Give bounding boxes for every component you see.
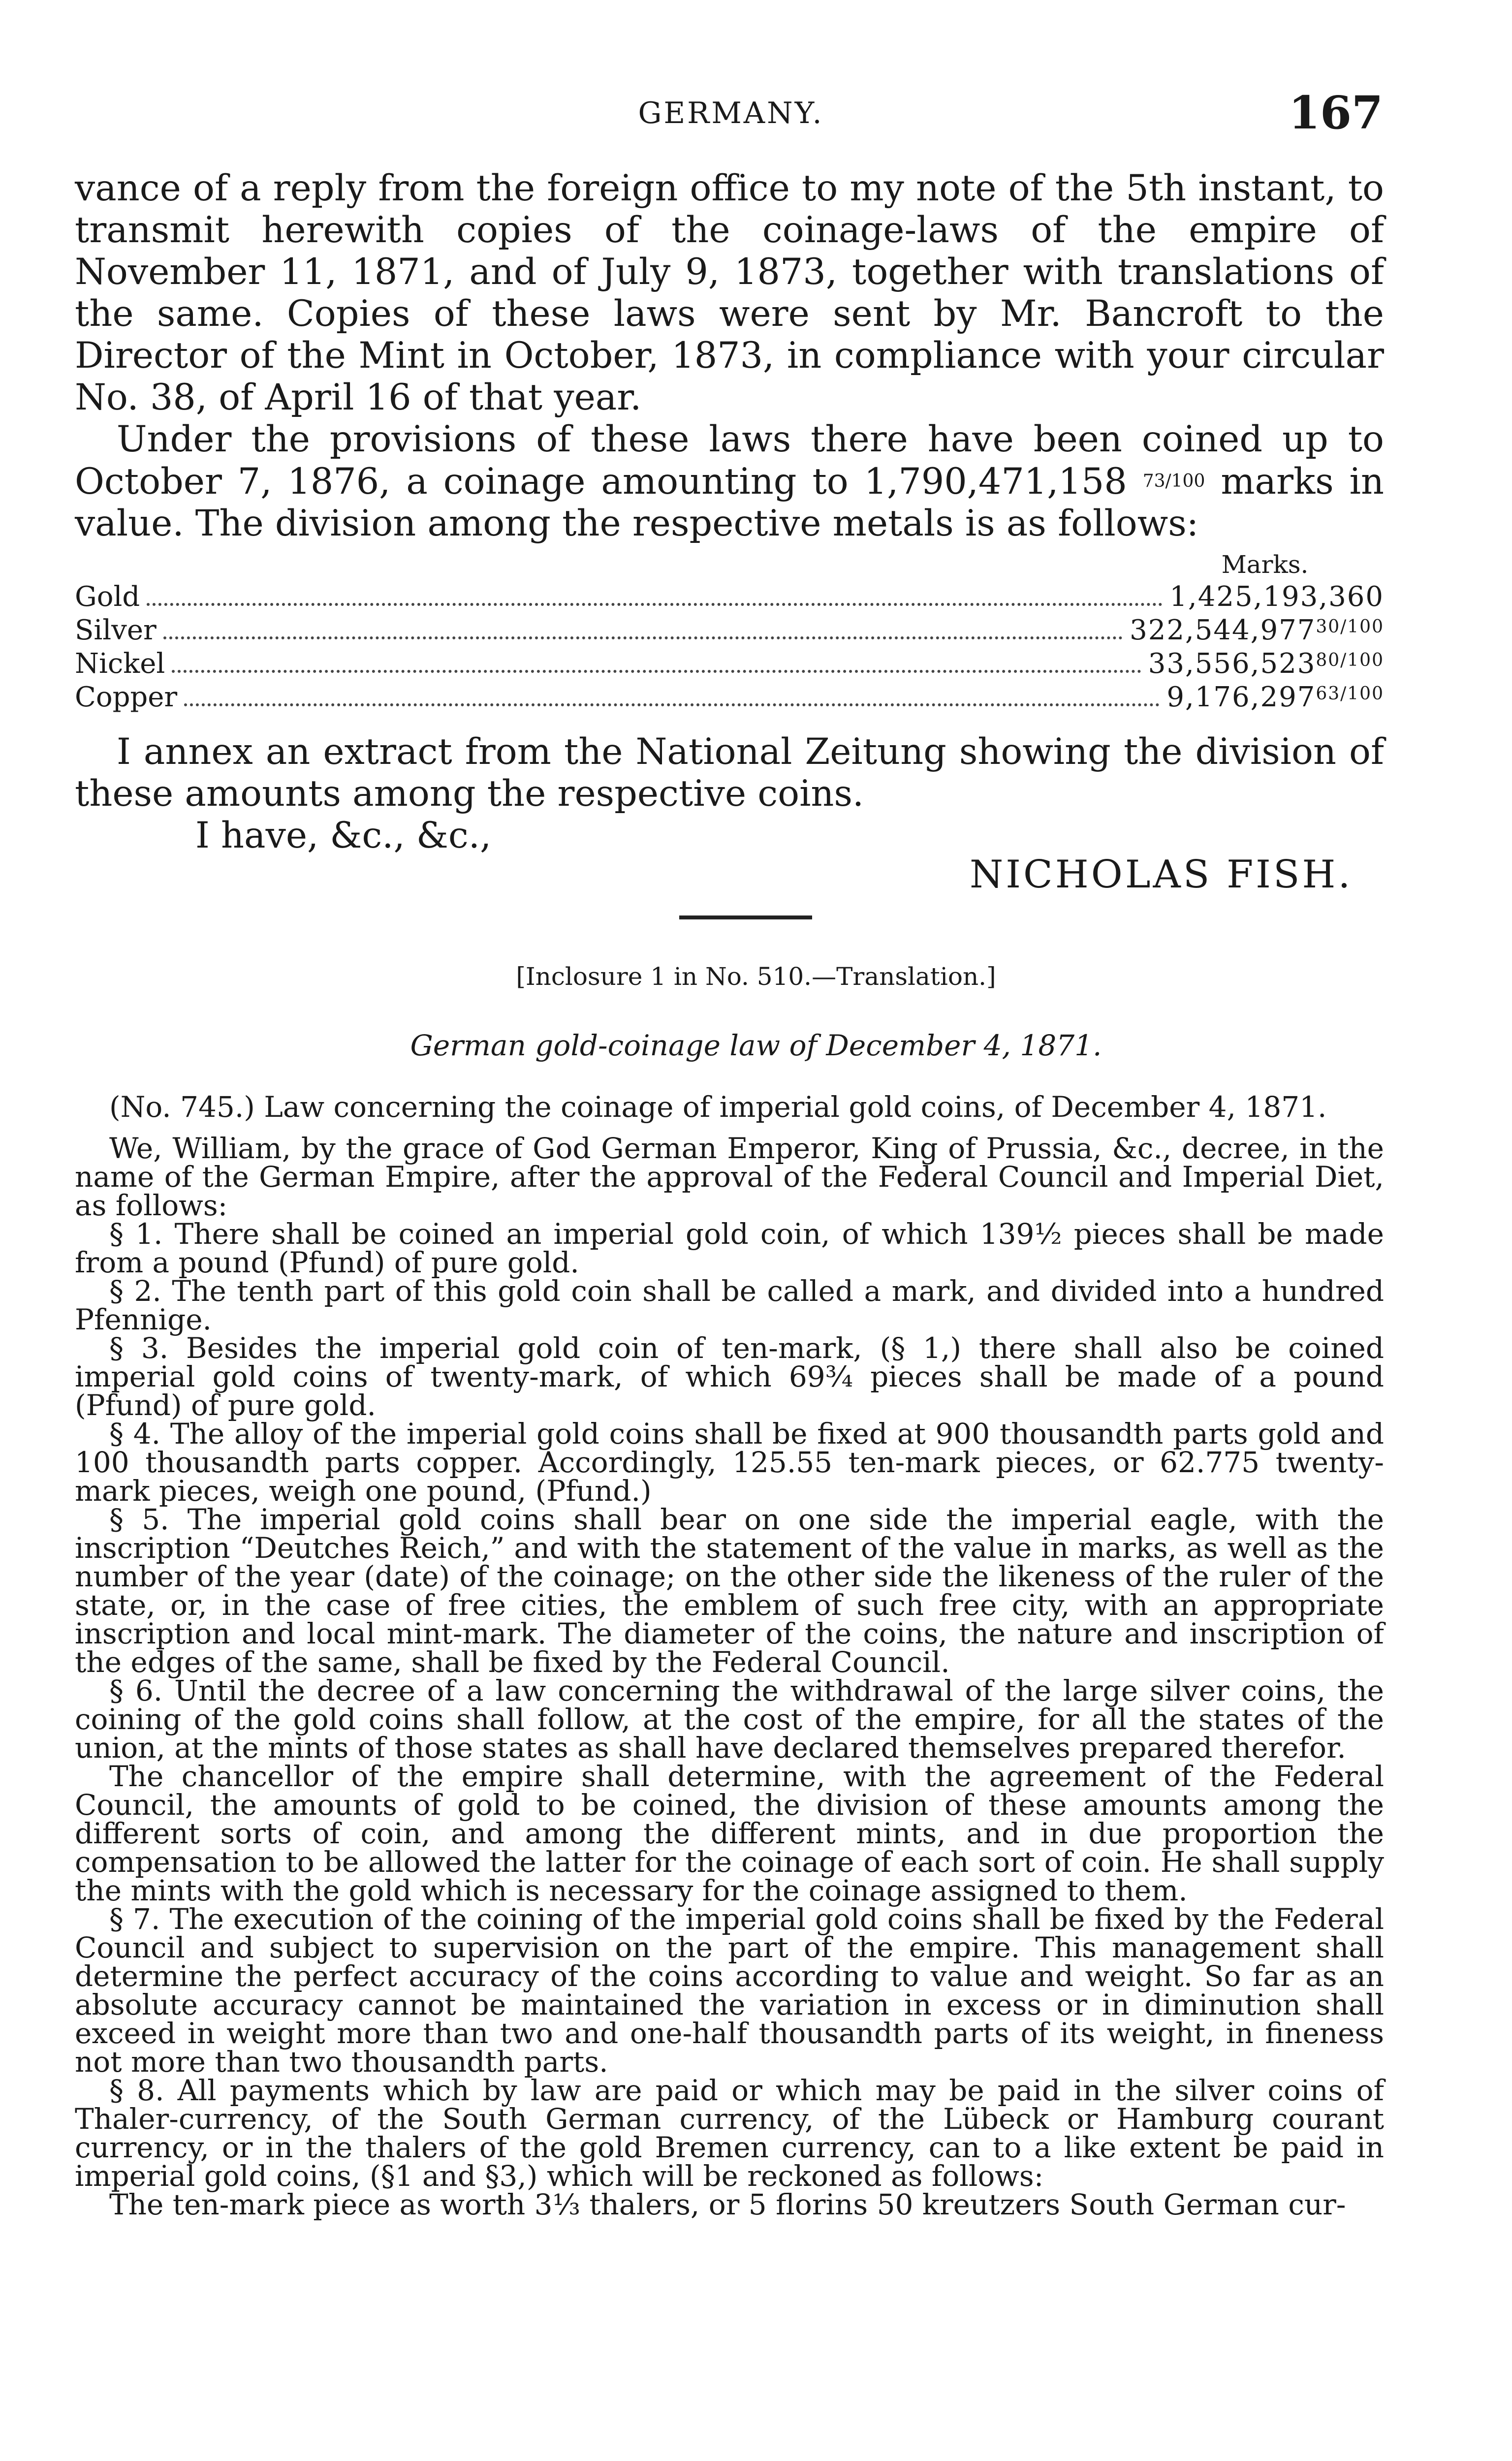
dot-leader	[172, 670, 1141, 673]
metal-value	[1166, 681, 1384, 713]
metal-row	[75, 648, 1384, 681]
metal-fraction: 30/100	[1316, 617, 1384, 637]
coinage-text-end: marks in value. The division among the respective metals is as follows:	[75, 461, 1384, 544]
metal-name: Nickel	[75, 648, 165, 680]
dot-leader	[184, 703, 1160, 706]
metal-name: Gold	[75, 581, 140, 613]
metals-table	[75, 581, 1384, 715]
metal-value	[1130, 614, 1384, 646]
marks-column-header: Marks.	[1221, 550, 1309, 579]
inclosure-note: [Inclosure 1 in No. 510.—Translation.]	[516, 962, 996, 991]
running-title: GERMANY.	[638, 96, 824, 130]
annex-block	[75, 731, 1384, 856]
annex-paragraph: I annex an extract from the National Zeitung showing the division of these amounts among the respective coins.	[75, 731, 1384, 815]
law-paragraph: § 1. There shall be coined an imperial gold coin, of which 139½ pieces shall be made from a pound (Pfund) of pure gold.	[75, 1217, 1384, 1279]
metal-row	[75, 614, 1384, 648]
law-title: German gold-coinage law of December 4, 1871.	[410, 1029, 1102, 1062]
law-paragraph: The chancellor of the empire shall determine, with the agreement of the Federal Council, the amounts of gold to be coined, the division of these amounts among the different sorts of coin, and among the different mints, and in due proportion the compensation to be allowed the latter for the coinage of each sort of coin. He shall supply the mints with the gold which is necessary for the coinage assigned to them.	[75, 1760, 1384, 1907]
letter-body	[75, 167, 1384, 544]
metal-amount: 1,425,193,360	[1169, 581, 1384, 613]
running-header	[79, 86, 1383, 145]
metal-row	[75, 681, 1384, 715]
law-paragraph: § 3. Besides the imperial gold coin of ten-mark, (§ 1,) there shall also be coined imperial gold coins of twenty-mark, of which 69¾ pieces shall be made of a pound (Pfund) of pure gold.	[75, 1331, 1384, 1422]
page-number: 167	[1288, 86, 1383, 139]
metal-value	[1169, 581, 1384, 613]
dot-leader	[163, 636, 1123, 639]
metal-amount: 322,544,977	[1130, 614, 1316, 646]
section-divider	[679, 915, 812, 919]
law-paragraph: § 8. All payments which by law are paid or which may be paid in the silver coins of Thaler-currency, of the South German currency, of the Lübeck or Hamburg courant currency, or in the thalers of the gold Bremen currency, can to a like extent be paid in imperial gold coins, (§1 and §3,) which will be reckoned as follows:	[75, 2074, 1384, 2193]
law-number-line: (No. 745.) Law concerning the coinage of imperial gold coins, of December 4, 1871.	[109, 1090, 1327, 1124]
signature: NICHOLAS FISH.	[970, 852, 1353, 897]
law-paragraph: § 7. The execution of the coining of the imperial gold coins shall be fixed by the Federal Council and subject to supervision on the part of the empire. This management shall determine the perfect accuracy of the coins according to value and weight. So far as an absolute accuracy cannot be maintained the variation in excess or in diminution shall exceed in weight more than two and one-half thousandth parts of its weight, in fineness not more than two thousandth parts.	[75, 1902, 1384, 2079]
metal-fraction: 63/100	[1316, 684, 1384, 704]
metal-name: Silver	[75, 614, 157, 646]
law-paragraph: § 2. The tenth part of this gold coin shall be called a mark, and divided into a hundred Pfennige.	[75, 1274, 1384, 1336]
law-paragraph: We, William, by the grace of God German Emperor, King of Prussia, &c., decree, in the name of the German Empire, after the approval of the Federal Council and Imperial Diet, as follows:	[75, 1132, 1384, 1222]
metal-value	[1148, 648, 1384, 680]
dot-leader	[147, 603, 1163, 606]
letter-paragraph: vance of a reply from the foreign office to my note of the 5th instant, to transmit herewith copies of the coinage-laws of the empire of November 11, 1871, and of July 9, 1873, together with translations of the same. Copies of these laws were sent by Mr. Bancroft to the Director of the Mint in October, 1873, in compliance with your circular No. 38, of April 16 of that year.	[75, 167, 1384, 418]
law-text	[75, 1090, 1384, 2221]
law-paragraph: The ten-mark piece as worth 3⅓ thalers, or 5 florins 50 kreutzers South German cur-	[109, 2188, 1346, 2221]
metal-name: Copper	[75, 681, 178, 713]
closing-line: I have, &c., &c.,	[195, 815, 492, 856]
metal-row	[75, 581, 1384, 614]
letter-paragraph	[75, 418, 1384, 544]
law-paragraph: § 6. Until the decree of a law concerning the withdrawal of the large silver coins, the coining of the gold coins shall follow, at the cost of the empire, for all the states of the union, at the mints of those states as shall have declared themselves prepared therefor.	[75, 1674, 1384, 1765]
metal-amount: 9,176,297	[1166, 681, 1316, 713]
metal-fraction: 80/100	[1316, 650, 1384, 670]
metal-amount: 33,556,523	[1148, 648, 1316, 680]
law-paragraph: § 5. The imperial gold coins shall bear on one side the imperial eagle, with the inscription “Deutches Reich,” and with the statement of the value in marks, as well as the number of the year (date) of the coinage; on the other side the likeness of the ruler of the state, or, in the case of free cities, the emblem of such free city, with an appropriate inscription and local mint-mark. The diameter of the coins, the nature and inscription of the edges of the same, shall be fixed by the Federal Council.	[75, 1503, 1384, 1679]
law-paragraph: § 4. The alloy of the imperial gold coins shall be fixed at 900 thousandth parts gold and 100 thousandth parts copper. Accordingly, 125.55 ten-mark pieces, or 62.775 twenty-mark pieces, weigh one pound, (Pfund.)	[75, 1417, 1384, 1508]
coinage-text: Under the provisions of these laws there have been coined up to October 7, 1876, a coinage amounting to 1,790,471,158	[75, 418, 1384, 503]
coinage-fraction: 73/100	[1142, 471, 1205, 491]
